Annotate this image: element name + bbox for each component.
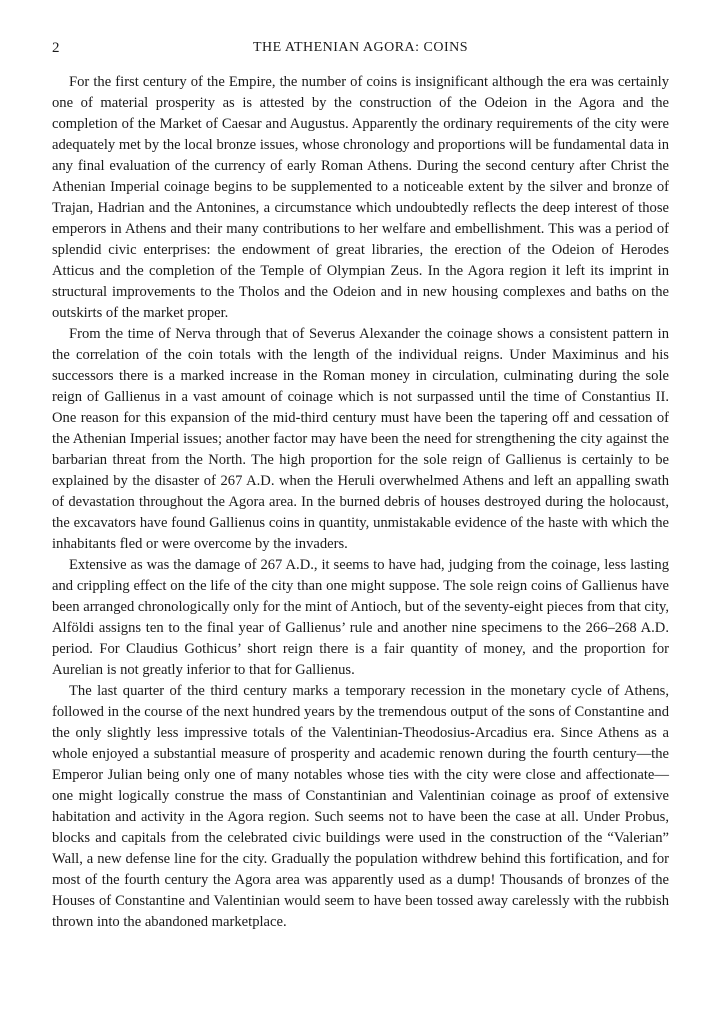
body-text: [52, 72, 669, 933]
paragraph-1: For the first century of the Empire, the number of coins is insignificant although the era was certainly one of material prosperity as is attested by the construction of the Odeion in the Agora and the completion of the Market of Caesar and Augustus. Apparently the ordinary requirements of the city were adequately met by the local bronze issues, whose chronology and proportions will be fundamental data in any final evaluation of the currency of early Roman Athens. During the second century after Christ the Athenian Imperial coinage begins to be supplemented to a noticeable extent by the silver and bronze of Trajan, Hadrian and the Antonines, a circumstance which undoubtedly reflects the deep interest of those emperors in Athens and their many contributions to her welfare and embellishment. This was a period of splendid civic enterprises: the endowment of great libraries, the erection of the Odeion of Herodes Atticus and the completion of the Temple of Olympian Zeus. In the Agora region it left its imprint in structural improvements to the Tholos and the Odeion and in new housing complexes and baths on the outskirts of the market proper.: [52, 74, 669, 321]
running-title: THE ATHENIAN AGORA: COINS: [252, 40, 469, 55]
document-page: [52, 40, 669, 933]
paragraph-3: Extensive as was the damage of 267 A.D., it seems to have had, judging from the coinage, less lasting and crippling effect on the life of the city than one might suppose. The sole reign coins of Gallienus have been arranged chronologically only for the mint of Antioch, but of the seventy-eight pieces from that city, Alföldi assigns ten to the final year of Gallienus’ rule and another nine specimens to the 266–268 A.D. period. For Claudius Gothicus’ short reign there is a fair quantity of money, and the proportion for Aurelian is not greatly inferior to that for Gallienus.: [52, 557, 669, 678]
paragraph-4: The last quarter of the third century marks a temporary recession in the monetary cycle of Athens, followed in the course of the next hundred years by the tremendous output of the sons of Constantine and the only slightly less impressive totals of the Valentinian-Theodosius-Arcadius era. Since Athens as a whole enjoyed a substantial measure of prosperity and academic renown during the fourth century—the Emperor Julian being only one of many notables whose ties with the city were close and affectionate—one might logically construe the mass of Constantinian and Valentinian coinage as proof of extensive habitation and activity in the Agora region. Such seems not to have been the case at all. Under Probus, blocks and capitals from the celebrated civic buildings were used in the construction of the “Valerian” Wall, a new defense line for the city. Gradually the population withdrew behind this fortification, and for most of the fourth century the Agora area was apparently used as a dump! Thousands of bronzes of the Houses of Constantine and Valentinian would seem to have been tossed away carelessly with the rubbish thrown into the abandoned marketplace.: [52, 683, 669, 930]
running-head: [52, 40, 669, 62]
paragraph-2: From the time of Nerva through that of Severus Alexander the coinage shows a consistent pattern in the correlation of the coin totals with the length of the individual reigns. Under Maximinus and his successors there is a marked increase in the Roman money in circulation, culminating during the sole reign of Gallienus in a vast amount of coinage which is not surpassed until the time of Constantius II. One reason for this expansion of the mid-third century must have been the tapering off and cessation of the Athenian Imperial issues; another factor may have been the need for strengthening the city against the barbarian threat from the North. The high proportion for the sole reign of Gallienus is certainly to be explained by the disaster of 267 A.D. when the Heruli overwhelmed Athens and left an appalling swath of devastation throughout the Agora area. In the burned debris of houses destroyed during the holocaust, the excavators have found Gallienus coins in quantity, unmistakable evidence of the haste with which the inhabitants fled or were overcome by the invaders.: [52, 326, 669, 552]
page-number: 2: [52, 40, 60, 56]
